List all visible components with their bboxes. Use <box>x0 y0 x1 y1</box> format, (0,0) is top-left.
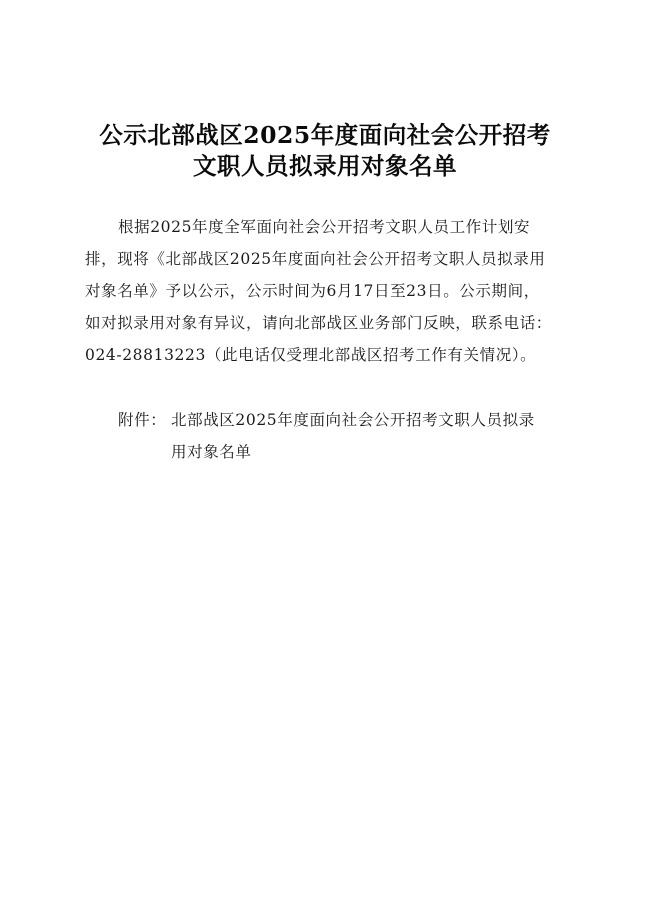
body-paragraph-line-2: 排，现将《北部战区2025年度面向社会公开招考文职人员拟录用 <box>85 250 546 268</box>
body-paragraph-line-5: 024-28813223（此电话仅受理北部战区招考工作有关情况）。 <box>85 346 537 364</box>
body-paragraph-line-3: 对象名单》予以公示，公示时间为6月17日至23日。公示期间， <box>85 282 540 300</box>
document-title-line-2: 文职人员拟录用对象名单 <box>193 152 457 180</box>
attachment-label: 附件： <box>118 411 167 429</box>
body-paragraph-line-1: 根据2025年度全军面向社会公开招考文职人员工作计划安 <box>118 218 531 236</box>
attachment-title-line-2: 用对象名单 <box>171 443 252 461</box>
document-title-line-1: 公示北部战区2025年度面向社会公开招考 <box>99 121 551 149</box>
body-paragraph-line-4: 如对拟录用对象有异议，请向北部战区业务部门反映，联系电话： <box>85 314 552 332</box>
attachment-title-line-1: 北部战区2025年度面向社会公开招考文职人员拟录 <box>171 411 535 429</box>
